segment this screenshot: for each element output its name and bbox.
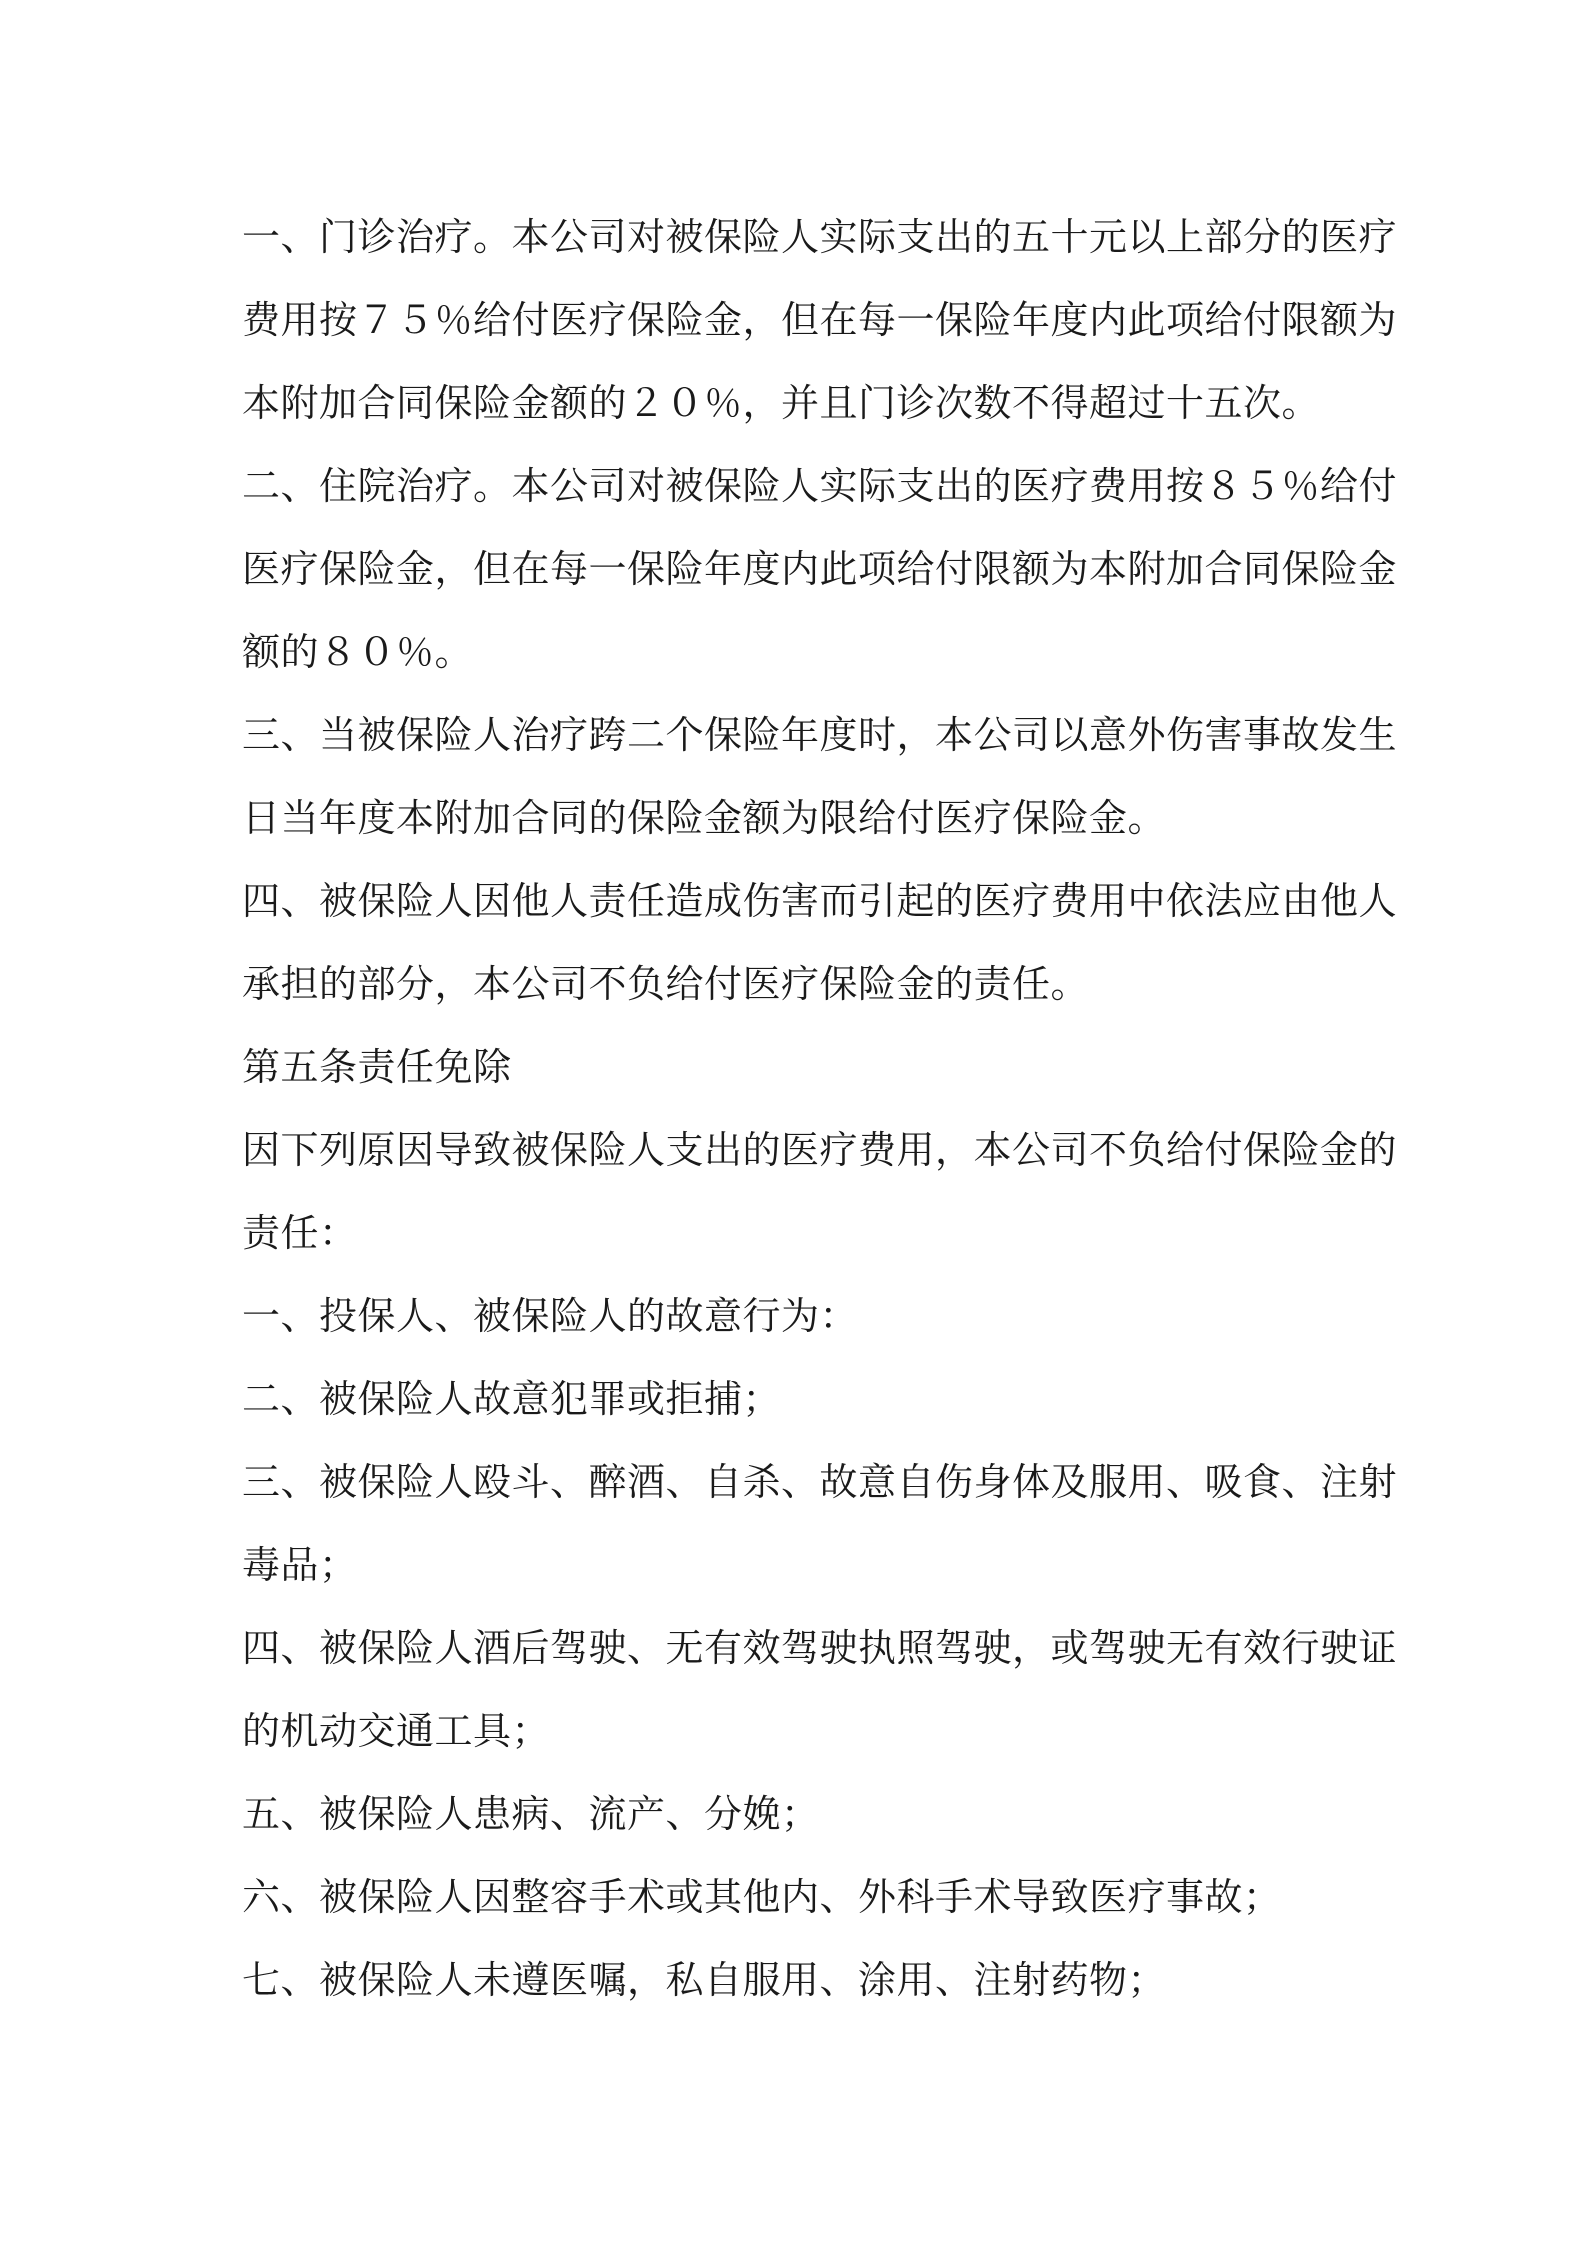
text-line: 日当年度本附加合同的保险金额为限给付医疗保险金。: [242, 796, 1167, 840]
document-body: [242, 196, 1398, 2022]
exclusion-item-1: [242, 1275, 1362, 1358]
clause-inpatient: [242, 445, 1398, 694]
text-line: 一、投保人、被保险人的故意行为：: [242, 1294, 859, 1338]
text-line: 一、门诊治疗。本公司对被保险人实际支出的五十元以上部分的医疗: [242, 215, 1398, 259]
exclusion-item-7: [242, 1939, 1362, 2022]
heading-text: 第五条责任免除: [242, 1045, 512, 1089]
exclusion-item-3: [242, 1441, 1398, 1607]
clause-third-party: [242, 860, 1398, 1026]
text-line: 五、被保险人患病、流产、分娩；: [242, 1792, 820, 1836]
text-line: 医疗保险金，但在每一保险年度内此项给付限额为本附加合同保险金: [242, 547, 1398, 591]
clause-outpatient: [242, 196, 1398, 445]
text-line: 二、被保险人故意犯罪或拒捕；: [242, 1377, 782, 1421]
text-line: 四、被保险人酒后驾驶、无有效驾驶执照驾驶，或驾驶无有效行驶证: [242, 1626, 1398, 1670]
text-line: 毒品；: [242, 1543, 358, 1587]
exclusion-item-4: [242, 1607, 1398, 1773]
exclusion-item-2: [242, 1358, 1362, 1441]
exclusion-item-5: [242, 1773, 1362, 1856]
exclusions-intro: [242, 1109, 1398, 1275]
exclusion-item-6: [242, 1856, 1362, 1939]
text-line: 三、被保险人殴斗、醉酒、自杀、故意自伤身体及服用、吸食、注射: [242, 1460, 1398, 1504]
text-line: 责任：: [242, 1211, 358, 1255]
text-line: 额的８０％。: [242, 630, 474, 674]
text-line: 二、住院治疗。本公司对被保险人实际支出的医疗费用按８５％给付: [242, 464, 1398, 508]
text-line: 三、当被保险人治疗跨二个保险年度时，本公司以意外伤害事故发生: [242, 713, 1398, 757]
text-line: 本附加合同保险金额的２０％，并且门诊次数不得超过十五次。: [242, 381, 1321, 425]
clause-cross-year: [242, 694, 1398, 860]
text-line: 承担的部分，本公司不负给付医疗保险金的责任。: [242, 962, 1090, 1006]
text-line: 因下列原因导致被保险人支出的医疗费用，本公司不负给付保险金的: [242, 1128, 1398, 1172]
text-line: 的机动交通工具；: [242, 1709, 551, 1753]
section-heading-exclusions: [242, 1026, 1362, 1109]
text-line: 七、被保险人未遵医嘱，私自服用、涂用、注射药物；: [242, 1958, 1167, 2002]
text-line: 六、被保险人因整容手术或其他内、外科手术导致医疗事故；: [242, 1875, 1282, 1919]
text-line: 费用按７５％给付医疗保险金，但在每一保险年度内此项给付限额为: [242, 298, 1398, 342]
text-line: 四、被保险人因他人责任造成伤害而引起的医疗费用中依法应由他人: [242, 879, 1398, 923]
